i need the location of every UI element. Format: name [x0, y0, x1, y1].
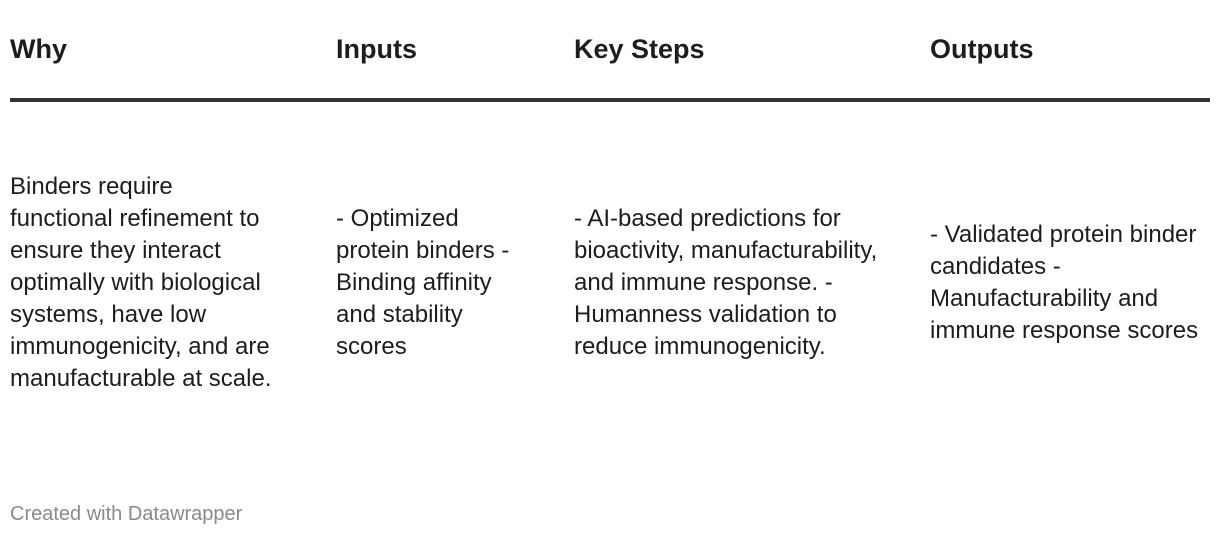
cell-why	[10, 100, 336, 442]
header-key-steps: Key Steps	[574, 0, 930, 100]
cell-key-steps	[574, 100, 930, 442]
cell-key-steps-text: - AI-based predictions for bioactivity, manufacturability, and immune response. - Humanness validation to reduce immunogenicity.	[574, 205, 878, 360]
table-row	[10, 100, 1210, 442]
process-table	[10, 0, 1210, 442]
header-row	[10, 0, 1210, 100]
table-header	[10, 0, 1210, 100]
header-outputs: Outputs	[930, 0, 1210, 100]
footer-credit: Created with Datawrapper	[10, 503, 243, 525]
header-why: Why	[10, 0, 336, 100]
header-inputs: Inputs	[336, 0, 574, 100]
table-body	[10, 100, 1210, 442]
datawrapper-table-container	[10, 0, 1210, 442]
cell-outputs-text: - Validated protein binder candidates - Manufacturability and immune response scores	[930, 221, 1199, 344]
cell-inputs-text: - Optimized protein binders - Binding affinity and stability scores	[336, 205, 510, 360]
cell-outputs	[930, 100, 1210, 442]
cell-why-text: Binders require functional refinement to ensure they interact optimally with biological systems, have low immunogenicity, and are manufacturable at scale.	[10, 173, 272, 392]
cell-inputs	[336, 100, 574, 442]
